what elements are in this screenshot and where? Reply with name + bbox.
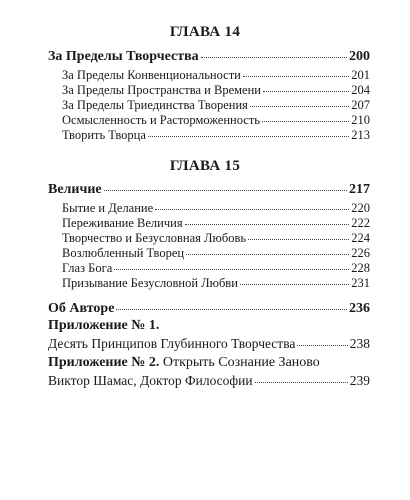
toc-entry[interactable] [62,201,370,216]
chapter-15-heading: ГЛАВА 15 [169,158,241,174]
toc-page-number: 217 [349,182,370,197]
toc-page-number: 222 [351,216,370,230]
leader-dots [255,382,348,383]
toc-entry-label: Глаз Бога [62,261,113,275]
toc-page-number: 228 [351,261,370,275]
toc-entry-label: Переживание Величия [62,216,183,230]
toc-entry[interactable] [62,231,370,246]
toc-entry-label: Виктор Шамас, Доктор Философии [48,373,253,388]
leader-dots [297,345,347,346]
toc-entry-label: Творчество и Безусловная Любовь [62,231,247,245]
leader-dots [116,309,347,310]
toc-page-number: 213 [351,128,370,142]
leader-dots [185,224,350,225]
toc-entry-label: За Пределы Творчества [48,49,199,64]
toc-page-number: 239 [349,373,370,388]
leader-dots [148,136,349,137]
leader-dots [186,254,349,255]
toc-page-number: 226 [351,246,370,260]
toc-entry-label: Величие [48,182,102,197]
toc-entry-ch14-main[interactable] [48,49,370,65]
toc-entry-ch15-main[interactable] [48,182,370,198]
leader-dots [114,269,349,270]
toc-entry-label: За Пределы Конвенциональности [62,68,241,82]
toc-entry[interactable] [62,261,370,276]
toc-page-number: 236 [349,301,370,316]
toc-entry[interactable] [62,276,370,291]
chapter-14-heading: ГЛАВА 14 [169,24,241,40]
toc-entry-label: Призывание Безусловной Любви [62,276,238,290]
toc-page-number: 224 [351,231,370,245]
toc-entry-label: Об Авторе [48,301,115,316]
leader-dots [240,284,349,285]
toc-entry[interactable] [62,216,370,231]
toc-entry-label: Десять Принципов Глубинного Творчества [48,336,296,351]
leader-dots [248,239,349,240]
toc-entry-label: За Пределы Пространства и Времени [62,83,261,97]
toc-entry-label: Бытие и Делание [62,201,154,215]
leader-dots [262,121,349,122]
toc-entry[interactable] [62,83,370,98]
leader-dots [201,57,347,58]
leader-dots [243,76,349,77]
toc-entry-label: За Пределы Триединства Творения [62,98,248,112]
leader-dots [155,209,349,210]
appendix-1-title: Приложение № 1. [48,318,160,333]
leader-dots [250,106,349,107]
toc-entry-label: Творить Творца [62,128,146,142]
toc-page-number: 210 [351,113,370,127]
toc-page-number: 200 [349,49,370,64]
toc-page-number: 201 [351,68,370,82]
toc-entry[interactable] [62,246,370,261]
toc-entry-about-author[interactable] [48,301,370,317]
toc-page-number: 220 [351,201,370,215]
appendix-2-heading [48,355,320,371]
toc-entry[interactable] [62,128,370,143]
appendix-2-subtitle: Открыть Сознание Заново [159,355,320,370]
toc-page-number: 204 [351,83,370,97]
toc-entry[interactable] [62,68,370,83]
toc-page-number: 207 [351,98,370,112]
toc-entry-label: Возлюбленный Творец [62,246,185,260]
toc-entry-appendix-2[interactable] [48,373,370,389]
toc-page-number: 238 [349,336,370,351]
toc-entry-appendix-1[interactable] [48,336,370,352]
appendix-2-title: Приложение № 2. [48,355,160,370]
toc-entry-label: Осмысленность и Расторможенность [62,113,260,127]
toc-entry[interactable] [62,113,370,128]
leader-dots [104,190,347,191]
leader-dots [263,91,349,92]
toc-page-number: 231 [351,276,370,290]
toc-entry[interactable] [62,98,370,113]
